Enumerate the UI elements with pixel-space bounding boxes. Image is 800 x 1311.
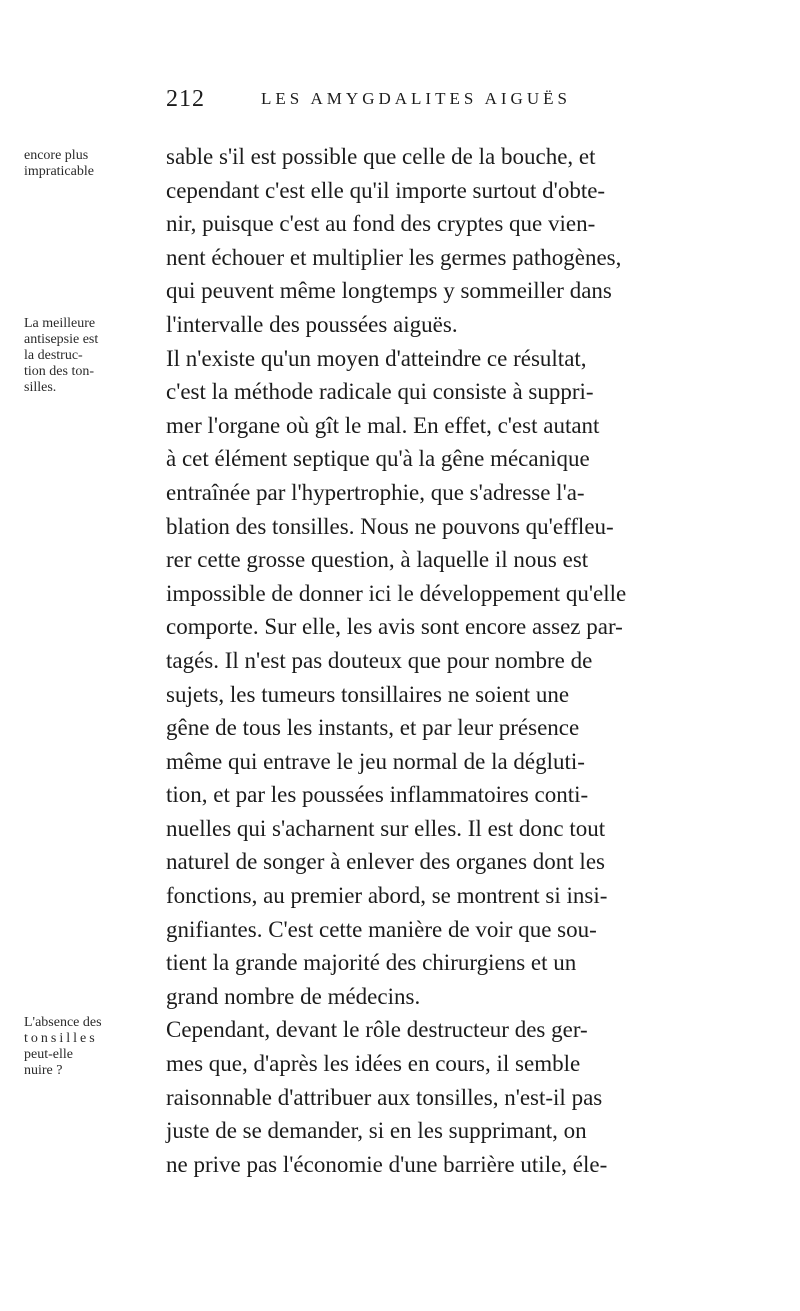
page-header — [166, 86, 626, 118]
text-line: ne prive pas l'économie d'une barrière utile, éle- — [166, 1151, 608, 1177]
text-line: grand nombre de médecins. — [166, 983, 421, 1009]
text-line: impossible de donner ici le développement qu'elle — [166, 580, 627, 606]
text-line: cependant c'est elle qu'il importe surtout d'obte- — [166, 177, 606, 203]
page-number: 212 — [166, 86, 205, 112]
text-line: gêne de tous les instants, et par leur présence — [166, 715, 580, 741]
text-line: comporte. Sur elle, les avis sont encore assez par- — [166, 614, 623, 640]
margin-note-line: L'absence des — [24, 1015, 102, 1030]
text-line: gnifiantes. C'est cette manière de voir que sou- — [166, 916, 597, 942]
margin-note-line: peut-elle — [24, 1047, 73, 1062]
text-line: nuelles qui s'acharnent sur elles. Il est donc tout — [166, 815, 606, 841]
text-line: entraînée par l'hypertrophie, que s'adresse l'a- — [166, 479, 585, 505]
text-line: tient la grande majorité des chirurgiens et un — [166, 950, 577, 976]
margin-note-line: silles. — [24, 380, 57, 395]
text-line: mes que, d'après les idées en cours, il semble — [166, 1051, 581, 1077]
margin-note-antisepsis — [24, 316, 160, 396]
text-line: mer l'organe où gît le mal. En effet, c'est autant — [166, 412, 600, 438]
text-line: même qui entrave le jeu normal de la dégluti- — [166, 748, 585, 774]
text-line: c'est la méthode radicale qui consiste à suppri- — [166, 379, 594, 405]
margin-note-line: tonsilles — [24, 1031, 98, 1046]
text-line: nent échouer et multiplier les germes pathogènes, — [166, 244, 622, 270]
text-line: blation des tonsilles. Nous ne pouvons qu'effleu- — [166, 513, 614, 539]
text-line: Cependant, devant le rôle destructeur des ger- — [166, 1017, 588, 1043]
margin-note-impracticable — [24, 148, 160, 180]
text-line: juste de se demander, si en les supprimant, on — [166, 1118, 587, 1144]
margin-note-line: impraticable — [24, 164, 94, 179]
text-line: Il n'existe qu'un moyen d'atteindre ce résultat, — [166, 345, 587, 371]
margin-note-line: tion des ton- — [24, 364, 94, 379]
text-line: naturel de songer à enlever des organes dont les — [166, 849, 605, 875]
margin-note-line: nuire ? — [24, 1063, 63, 1078]
text-line: tion, et par les poussées inflammatoires conti- — [166, 782, 589, 808]
margin-note-absence — [24, 1015, 160, 1079]
margin-note-line: antisepsie est — [24, 332, 99, 347]
body-text — [166, 140, 686, 1181]
running-title: LES AMYGDALITES AIGUËS — [261, 89, 571, 108]
margin-note-line: La meilleure — [24, 316, 96, 331]
text-line: à cet élément septique qu'à la gêne mécanique — [166, 446, 590, 472]
text-line: sujets, les tumeurs tonsillaires ne soient une — [166, 681, 570, 707]
text-line: sable s'il est possible que celle de la bouche, et — [166, 144, 596, 169]
text-line: rer cette grosse question, à laquelle il nous est — [166, 547, 589, 573]
text-line: raisonnable d'attribuer aux tonsilles, n'est-il pas — [166, 1084, 603, 1110]
text-line: l'intervalle des poussées aiguës. — [166, 311, 458, 337]
margin-note-line: la destruc- — [24, 348, 83, 363]
text-line: qui peuvent même longtemps y sommeiller dans — [166, 278, 612, 304]
margin-note-line: encore plus — [24, 148, 89, 163]
text-line: fonctions, au premier abord, se montrent si insi- — [166, 883, 608, 909]
text-line: tagés. Il n'est pas douteux que pour nombre de — [166, 647, 593, 673]
text-line: nir, puisque c'est au fond des cryptes que vien- — [166, 211, 596, 237]
